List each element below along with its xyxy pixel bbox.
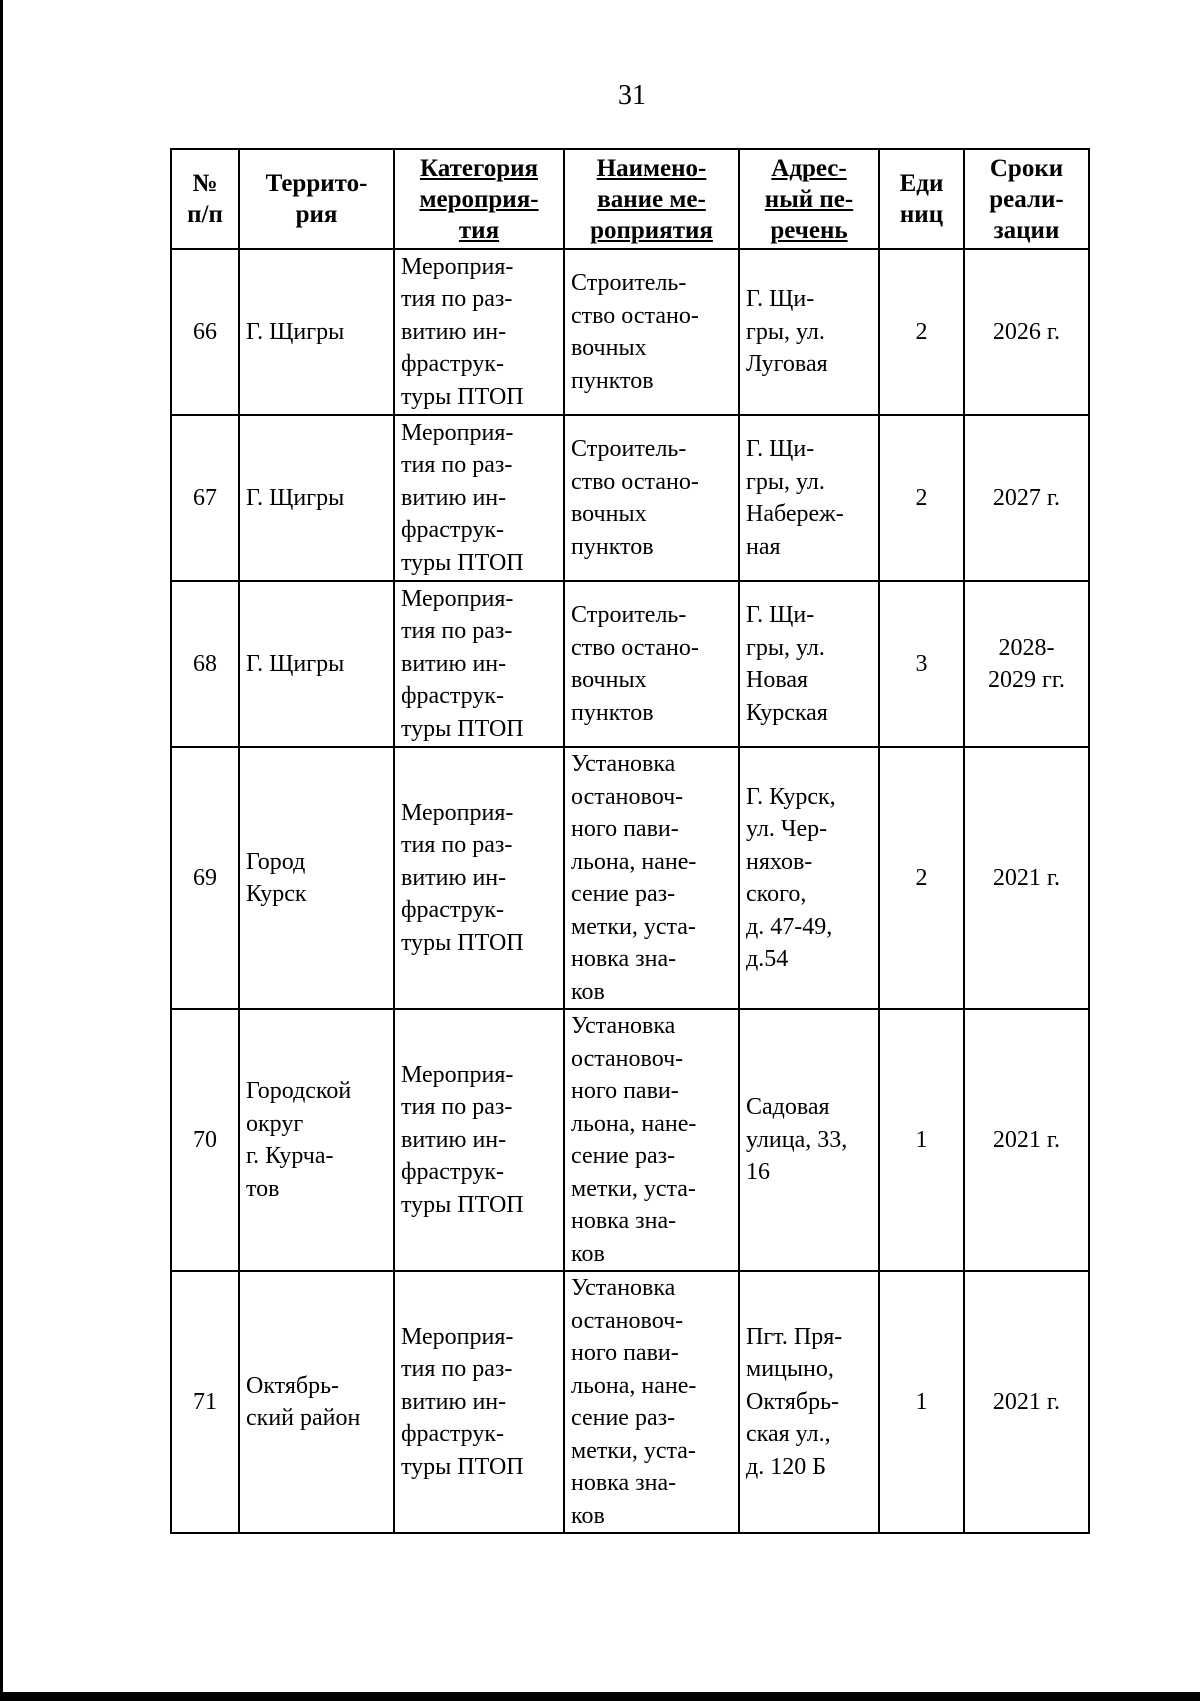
header-territory: Террито- рия xyxy=(239,149,394,249)
row-number: 68 xyxy=(171,581,239,747)
row-territory: Г. Щигры xyxy=(239,249,394,415)
header-address: Адрес- ный пе- речень xyxy=(739,149,879,249)
header-activity-name: Наимено- вание ме- роприятия xyxy=(564,149,739,249)
row-period: 2021 г. xyxy=(964,1271,1089,1533)
page-number: 31 xyxy=(618,80,646,111)
row-address: Г. Щи- гры, ул. Луговая xyxy=(739,249,879,415)
header-category: Категория мероприя- тия xyxy=(394,149,564,249)
row-category: Мероприя- тия по раз- витию ин- фраструк- туры ПТОП xyxy=(394,249,564,415)
row-territory: Г. Щигры xyxy=(239,581,394,747)
row-address: Г. Щи- гры, ул. Набереж- ная xyxy=(739,415,879,581)
row-activity-name: Установка остановоч- ного пави- льона, нане- сение раз- метки, уста- новка зна- ков xyxy=(564,747,739,1009)
row-category: Мероприя- тия по раз- витию ин- фраструк- туры ПТОП xyxy=(394,1271,564,1533)
activities-table xyxy=(170,148,1090,1534)
row-units: 2 xyxy=(879,415,964,581)
row-category: Мероприя- тия по раз- витию ин- фраструк- туры ПТОП xyxy=(394,1009,564,1271)
row-territory: Город Курск xyxy=(239,747,394,1009)
header-period: Сроки реали- зации xyxy=(964,149,1089,249)
row-number: 66 xyxy=(171,249,239,415)
row-number: 70 xyxy=(171,1009,239,1271)
row-address: Садовая улица, 33, 16 xyxy=(739,1009,879,1271)
table-row xyxy=(171,747,1089,1009)
row-address: Г. Курск, ул. Чер- няхов- ского, д. 47-49, д.54 xyxy=(739,747,879,1009)
table-row xyxy=(171,249,1089,415)
header-units: Еди ниц xyxy=(879,149,964,249)
table-row xyxy=(171,1009,1089,1271)
row-period: 2028- 2029 гг. xyxy=(964,581,1089,747)
table-row xyxy=(171,581,1089,747)
row-territory: Г. Щигры xyxy=(239,415,394,581)
page-edge xyxy=(0,0,3,1701)
row-address: Г. Щи- гры, ул. Новая Курская xyxy=(739,581,879,747)
row-number: 71 xyxy=(171,1271,239,1533)
row-units: 1 xyxy=(879,1009,964,1271)
row-units: 3 xyxy=(879,581,964,747)
row-activity-name: Строитель- ство остано- вочных пунктов xyxy=(564,581,739,747)
table-row xyxy=(171,1271,1089,1533)
row-activity-name: Строитель- ство остано- вочных пунктов xyxy=(564,415,739,581)
row-category: Мероприя- тия по раз- витию ин- фраструк- туры ПТОП xyxy=(394,415,564,581)
header-number: № п/п xyxy=(171,149,239,249)
row-number: 67 xyxy=(171,415,239,581)
row-activity-name: Строитель- ство остано- вочных пунктов xyxy=(564,249,739,415)
table-row xyxy=(171,415,1089,581)
row-territory: Октябрь- ский район xyxy=(239,1271,394,1533)
row-activity-name: Установка остановоч- ного пави- льона, нане- сение раз- метки, уста- новка зна- ков xyxy=(564,1009,739,1271)
page-edge-bottom xyxy=(0,1692,1200,1701)
row-territory: Городской округ г. Курча- тов xyxy=(239,1009,394,1271)
row-units: 1 xyxy=(879,1271,964,1533)
row-address: Пгт. Пря- мицыно, Октябрь- ская ул., д. 120 Б xyxy=(739,1271,879,1533)
row-period: 2021 г. xyxy=(964,1009,1089,1271)
row-period: 2021 г. xyxy=(964,747,1089,1009)
row-category: Мероприя- тия по раз- витию ин- фраструк- туры ПТОП xyxy=(394,747,564,1009)
row-units: 2 xyxy=(879,249,964,415)
row-period: 2026 г. xyxy=(964,249,1089,415)
row-category: Мероприя- тия по раз- витию ин- фраструк- туры ПТОП xyxy=(394,581,564,747)
table-header-row xyxy=(171,149,1089,249)
row-period: 2027 г. xyxy=(964,415,1089,581)
row-number: 69 xyxy=(171,747,239,1009)
row-units: 2 xyxy=(879,747,964,1009)
row-activity-name: Установка остановоч- ного пави- льона, нане- сение раз- метки, уста- новка зна- ков xyxy=(564,1271,739,1533)
